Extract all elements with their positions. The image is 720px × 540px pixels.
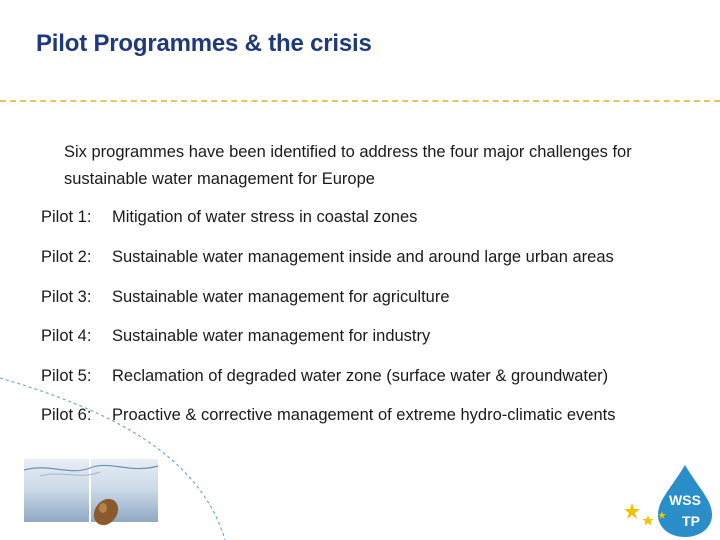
svg-text:WSS: WSS <box>669 492 701 508</box>
pilot-label: Pilot 4: <box>41 327 92 345</box>
pilot-text: Sustainable water management inside and around large urban areas <box>112 248 614 266</box>
pilot-label: Pilot 1: <box>41 208 92 226</box>
pilot-label: Pilot 5: <box>41 367 92 385</box>
intro-text: Six programmes have been identified to address the four major challenges for sustainable water management for Europe <box>64 143 632 188</box>
pilot-label: Pilot 3: <box>41 288 92 306</box>
pilot-text: Sustainable water management for agriculture <box>112 288 450 306</box>
pilot-label: Pilot 2: <box>41 248 92 266</box>
pilot-text: Sustainable water management for industry <box>112 327 431 345</box>
pilot-text: Mitigation of water stress in coastal zones <box>112 208 418 226</box>
pilot-label: Pilot 6: <box>41 406 92 424</box>
pilot-text: Proactive & corrective management of extreme hydro-climatic events <box>112 406 616 424</box>
pilot-text: Reclamation of degraded water zone (surface water & groundwater) <box>112 367 609 385</box>
slide-title: Pilot Programmes & the crisis <box>36 30 372 57</box>
svg-text:TP: TP <box>682 513 700 529</box>
